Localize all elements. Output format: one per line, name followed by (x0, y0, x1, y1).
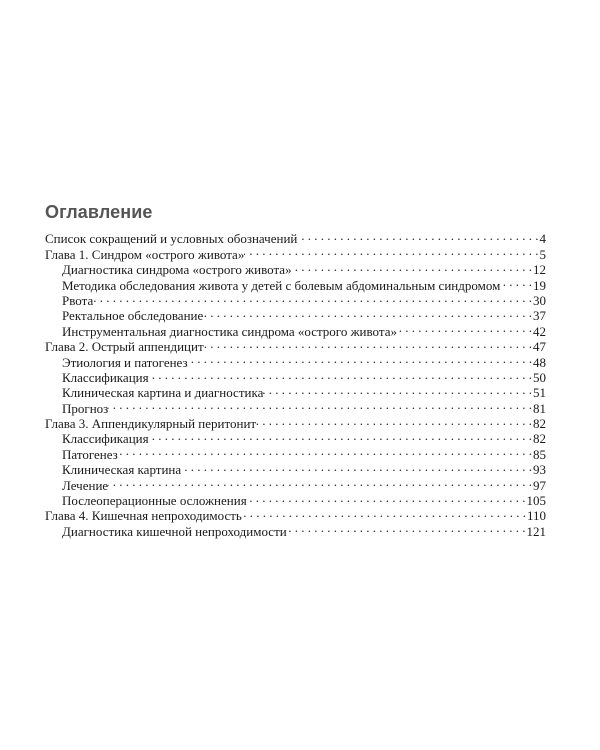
toc-dot-leader (297, 228, 538, 243)
toc-entry-title: Глава 2. Острый аппендицит (45, 339, 204, 355)
toc-dot-leader (108, 397, 532, 412)
toc-entry-title: Глава 1. Синдром «острого живота» (45, 246, 245, 262)
toc-entry-page-number: 5 (539, 246, 546, 262)
toc-dot-leader (108, 474, 532, 489)
toc-dot-leader (149, 367, 532, 382)
toc-dot-leader (500, 274, 532, 289)
toc-entry-page-number: 12 (533, 262, 546, 278)
toc-entry-page-number: 30 (533, 292, 546, 308)
toc-entry-title: Лечение (62, 477, 109, 493)
toc-entry-title: Клиническая картина (62, 462, 182, 478)
toc-entry-title: Ректальное обследование (62, 308, 204, 324)
toc-section-entry (45, 474, 546, 493)
toc-entry-page-number: 110 (526, 508, 546, 524)
toc-entry-page-number: 105 (526, 493, 546, 509)
toc-dot-leader (203, 305, 532, 320)
toc-entry-title: Диагностика синдрома «острого живота» (62, 262, 292, 278)
toc-entry-page-number: 42 (533, 323, 546, 339)
toc-dot-leader (118, 443, 532, 458)
toc-dot-leader (397, 320, 532, 335)
toc-entry-title: Рвота (62, 292, 94, 308)
toc-section-entry (45, 305, 546, 324)
toc-entry-page-number: 19 (533, 277, 546, 293)
toc-dot-leader (204, 336, 532, 351)
toc-dot-leader (263, 382, 532, 397)
toc-chapter-entry (45, 228, 546, 247)
toc-entry-page-number: 85 (533, 446, 546, 462)
toc-dot-leader (292, 259, 532, 274)
toc-entry-page-number: 81 (533, 400, 546, 416)
toc-entry-title: Прогноз (62, 400, 109, 416)
toc-entry-page-number: 37 (533, 308, 546, 324)
toc-section-entry (45, 443, 546, 462)
toc-dot-leader (287, 520, 526, 535)
toc-entry-page-number: 48 (533, 354, 546, 370)
toc-entry-title: Инструментальная диагностика синдрома «острого живота» (62, 323, 397, 339)
toc-dot-leader (188, 351, 532, 366)
toc-chapter-entry (45, 413, 546, 432)
toc-entry-title: Этиология и патогенез (62, 354, 188, 370)
toc-dot-leader (149, 428, 532, 443)
toc-dot-leader (242, 505, 526, 520)
toc-entry-title: Классификация (62, 369, 149, 385)
toc-entry-title: Патогенез (62, 446, 118, 462)
toc-section-entry (45, 290, 546, 308)
table-of-contents (45, 228, 546, 539)
toc-entry-page-number: 97 (533, 477, 546, 493)
toc-entry-title: Методика обследования живота у детей с болевым абдоминальным синдромом (62, 277, 501, 293)
toc-entry-page-number: 50 (533, 369, 546, 385)
toc-dot-leader (244, 243, 538, 258)
toc-dot-leader (247, 490, 526, 505)
toc-entry-page-number: 82 (533, 431, 546, 447)
toc-section-entry (45, 490, 546, 509)
toc-entry-title: Список сокращений и условных обозначений (45, 231, 298, 247)
toc-dot-leader (93, 290, 532, 305)
page-title: Оглавление (45, 202, 153, 222)
toc-entry-page-number: 93 (533, 462, 546, 478)
toc-section-entry (45, 397, 546, 416)
toc-entry-page-number: 47 (533, 339, 546, 355)
toc-entry-title: Диагностика кишечной непроходимости (62, 523, 287, 539)
toc-entry-title: Клиническая картина и диагностика (62, 385, 264, 401)
toc-entry-title: Послеоперационные осложнения (62, 493, 247, 509)
toc-entry-page-number: 4 (539, 231, 546, 247)
toc-entry-page-number: 82 (533, 416, 546, 432)
toc-section-entry (45, 459, 546, 478)
toc-dot-leader (256, 413, 532, 428)
toc-entry-page-number: 121 (526, 523, 546, 539)
toc-dot-leader (181, 459, 532, 474)
toc-entry-title: Глава 4. Кишечная непроходимость (45, 508, 242, 524)
toc-entry-title: Глава 3. Аппендикулярный перитонит (45, 416, 257, 432)
toc-entry-page-number: 51 (533, 385, 546, 401)
toc-entry-title: Классификация (62, 431, 149, 447)
